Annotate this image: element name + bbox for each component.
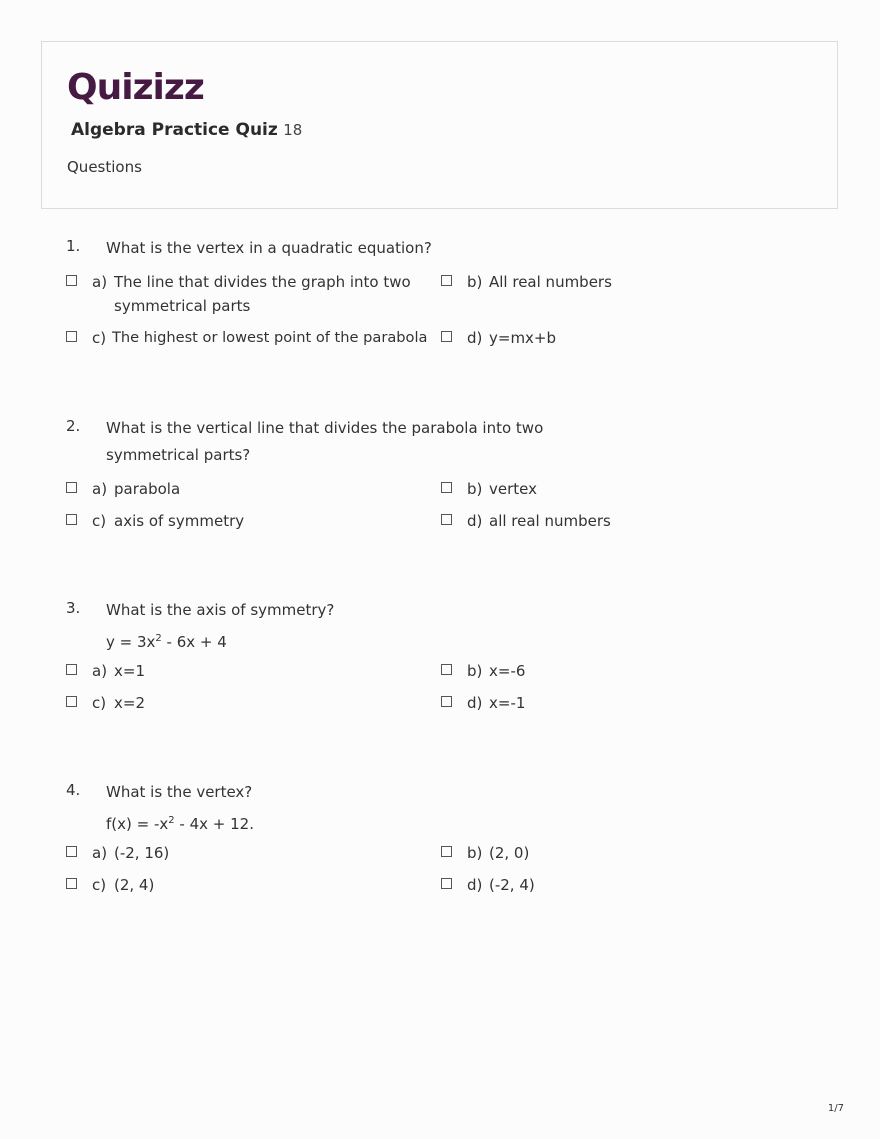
checkbox[interactable] <box>441 846 452 857</box>
option-a[interactable] <box>66 477 436 501</box>
option-label: All real numbers <box>489 273 612 291</box>
checkbox[interactable] <box>66 696 77 707</box>
option-label: x=2 <box>114 694 145 712</box>
option-letter: d) <box>467 329 483 347</box>
option-letter: b) <box>467 844 483 862</box>
option-label: The highest or lowest point of the parabola <box>112 329 428 346</box>
option-label: x=-1 <box>489 694 526 712</box>
checkbox[interactable] <box>66 664 77 675</box>
option-c[interactable] <box>66 326 436 350</box>
checkbox[interactable] <box>441 514 452 525</box>
option-label: (2, 4) <box>114 876 155 894</box>
question-number: 1. <box>66 237 81 255</box>
option-letter: a) <box>92 662 108 680</box>
equation-base: f(x) = -x <box>106 815 169 833</box>
checkbox[interactable] <box>66 846 77 857</box>
option-label: all real numbers <box>489 512 611 530</box>
equation-rest: - 6x + 4 <box>161 633 227 651</box>
quiz-header <box>41 41 838 209</box>
option-c[interactable] <box>66 873 436 897</box>
section-label: Questions <box>67 158 142 176</box>
option-label: (2, 0) <box>489 844 530 862</box>
option-letter: d) <box>467 876 483 894</box>
option-letter: c) <box>92 876 107 894</box>
option-c[interactable] <box>66 509 436 533</box>
option-letter: a) <box>92 844 108 862</box>
checkbox[interactable] <box>441 331 452 342</box>
option-b[interactable] <box>441 270 741 294</box>
option-letter: b) <box>467 662 483 680</box>
question-text: What is the vertex? <box>106 783 253 801</box>
option-label: y=mx+b <box>489 329 557 347</box>
checkbox[interactable] <box>66 275 77 286</box>
option-letter: b) <box>467 273 483 291</box>
option-label: x=-6 <box>489 662 526 680</box>
question-number: 3. <box>66 599 81 617</box>
question-text: What is the axis of symmetry? <box>106 601 335 619</box>
option-b[interactable] <box>441 477 741 501</box>
option-label: x=1 <box>114 662 145 680</box>
checkbox[interactable] <box>441 696 452 707</box>
question-equation <box>106 625 576 656</box>
quizizz-logo <box>67 66 222 110</box>
checkbox[interactable] <box>66 331 77 342</box>
option-letter: d) <box>467 694 483 712</box>
option-label: (-2, 16) <box>114 844 170 862</box>
option-letter: c) <box>92 329 107 347</box>
option-label: (-2, 4) <box>489 876 535 894</box>
checkbox[interactable] <box>441 664 452 675</box>
equation-exponent: 2 <box>168 815 175 826</box>
option-d[interactable] <box>441 873 741 897</box>
question-number: 4. <box>66 781 81 799</box>
option-d[interactable] <box>441 691 741 715</box>
quiz-name: Algebra Practice Quiz <box>71 120 278 140</box>
option-letter: c) <box>92 694 107 712</box>
checkbox[interactable] <box>66 482 77 493</box>
option-label: The line that divides the graph into two symmetrical parts <box>114 273 411 315</box>
option-b[interactable] <box>441 659 741 683</box>
option-a[interactable] <box>66 659 436 683</box>
question-text: What is the vertical line that divides the parabola into two symmetrical parts? <box>106 419 544 464</box>
option-letter: b) <box>467 480 483 498</box>
option-letter: c) <box>92 512 107 530</box>
option-d[interactable] <box>441 326 741 350</box>
option-label: axis of symmetry <box>114 512 245 530</box>
question-text: What is the vertex in a quadratic equation? <box>106 239 432 257</box>
page-indicator: 1/7 <box>827 1103 844 1114</box>
logo-text: Quizizz <box>67 67 204 108</box>
option-label: parabola <box>114 480 181 498</box>
option-a[interactable] <box>66 841 436 865</box>
option-letter: d) <box>467 512 483 530</box>
option-c[interactable] <box>66 691 436 715</box>
question-count: 18 <box>283 121 303 139</box>
checkbox[interactable] <box>66 514 77 525</box>
option-a[interactable] <box>66 270 436 320</box>
equation-base: y = 3x <box>106 633 156 651</box>
option-label: vertex <box>489 480 537 498</box>
question-equation <box>106 807 576 838</box>
checkbox[interactable] <box>441 275 452 286</box>
option-b[interactable] <box>441 841 741 865</box>
checkbox[interactable] <box>441 482 452 493</box>
option-d[interactable] <box>441 509 741 533</box>
checkbox[interactable] <box>66 878 77 889</box>
option-letter: a) <box>92 480 108 498</box>
checkbox[interactable] <box>441 878 452 889</box>
quiz-title <box>71 120 302 140</box>
question-number: 2. <box>66 417 81 435</box>
option-letter: a) <box>92 273 108 291</box>
equation-exponent: 2 <box>155 633 162 644</box>
equation-rest: - 4x + 12. <box>174 815 254 833</box>
